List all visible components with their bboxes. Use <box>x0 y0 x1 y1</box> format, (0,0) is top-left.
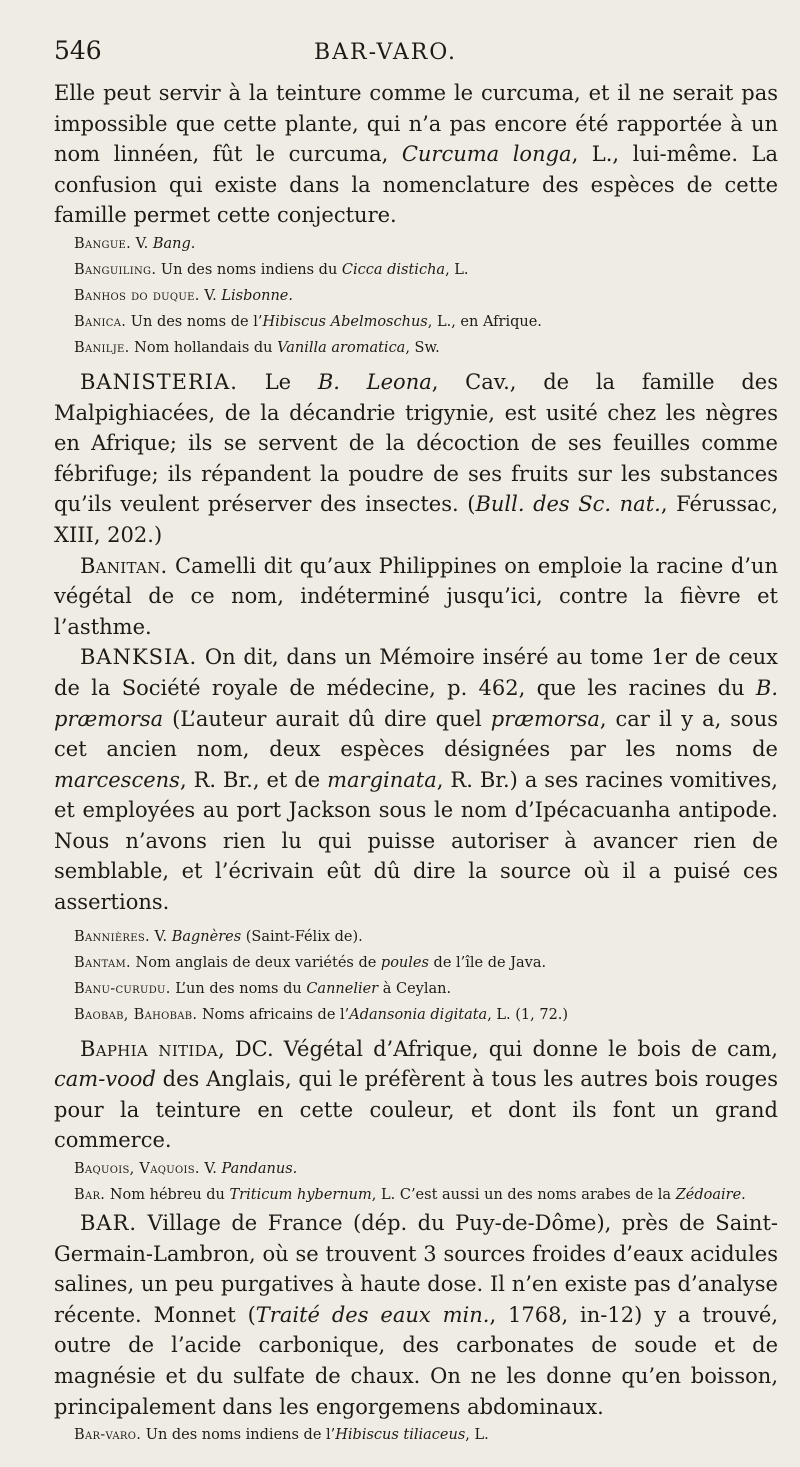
entry-text: , R. Br.) a ses racines vomitives, et employées au port Jackson sous le nom d’Ipécacuanha antipode. Nous n’avons rien lu qui puisse autoriser à avancer rien de semblable, et l’écrivain eût dû dire la source où il a puisé ces assertions. <box>54 767 778 915</box>
dictionary-minor-entry <box>54 283 778 309</box>
italic-term: marginata <box>327 767 437 792</box>
italic-term: Traité des eaux min. <box>255 1302 490 1327</box>
entry-headword: BANKSIA. <box>80 645 198 670</box>
entry-text: , Férussac, XIII, 202.) <box>54 492 778 547</box>
dictionary-minor-entry <box>54 1156 778 1182</box>
entry-headword: Bangue. <box>74 235 132 252</box>
entry-text: Le <box>237 369 318 394</box>
italic-term: marcescens <box>54 767 180 792</box>
italic-term: B. præmorsa <box>54 675 778 731</box>
entry-text: Nom hollandais du <box>129 339 278 356</box>
italic-term: poules <box>380 954 429 971</box>
italic-term: Zédoaire. <box>675 1187 746 1204</box>
entry-headword: Bannières. <box>74 928 150 945</box>
entry-text: , 1768, in-12) y a trouvé, outre de l’acide carbonique, des carbonates de soude et de magnésie et du sulfate de chaux. On ne les donne qu’en boisson, principalement dans les engorgemens abdominaux. <box>54 1302 779 1419</box>
dictionary-minor-entry <box>54 257 778 283</box>
entry-text: Village de France (dép. du Puy-de-Dôme), près de Saint-Germain-Lambron, où se trouvent 3 sources froides d’eaux acidules salines, un peu purgatives à haute dose. Il n’en existe pas d’analyse récente. Monnet ( <box>54 1211 778 1327</box>
italic-term: Curcuma longa <box>401 142 572 167</box>
entry-text: Un des noms de l’ <box>126 313 263 330</box>
dictionary-entry <box>54 551 778 643</box>
entry-text: , Sw. <box>405 339 440 356</box>
entry-text: des Anglais, qui le préfèrent à tous les autres bois rouges pour la teinture en cette couleur, et dont ils font un grand commerce. <box>54 1067 778 1153</box>
page-number: 546 <box>54 36 102 65</box>
dictionary-entry <box>54 78 778 231</box>
entry-headword: BANISTERIA. <box>80 369 238 394</box>
entry-text: Elle peut servir à la teinture comme le curcuma, et il ne serait pas impossible que cette plante, qui n’a pas encore été rapportée à un nom linnéen, fût le curcuma, <box>54 81 778 167</box>
italic-term: Bang. <box>152 235 196 252</box>
entry-headword: Bar. <box>74 1187 106 1204</box>
entry-text: , L., en Afrique. <box>427 313 542 330</box>
entry-headword: Banu-curudu. <box>74 980 171 997</box>
italic-term: Pandanus. <box>221 1161 298 1178</box>
entry-text: , R. Br., et de <box>179 767 328 792</box>
entry-text: Nom hébreu du <box>105 1187 230 1204</box>
entry-headword: Bar-varo. <box>74 1427 142 1444</box>
dictionary-minor-entry <box>54 1002 778 1028</box>
italic-term: Bagnères <box>171 928 242 945</box>
entry-text: (L’auteur aurait dû dire quel <box>163 706 491 731</box>
dictionary-minor-entry <box>54 924 778 950</box>
dictionary-entry <box>54 1034 778 1156</box>
italic-term: Bull. des Sc. nat. <box>475 492 661 517</box>
dictionary-minor-entry <box>54 1182 778 1208</box>
dictionary-minor-entry <box>54 976 778 1002</box>
entry-text: , DC. Végétal d’Afrique, qui donne le bois de cam, <box>218 1036 778 1061</box>
dictionary-entry <box>54 367 778 551</box>
italic-term: Lisbonne. <box>221 287 293 304</box>
entry-text: , L. C’est aussi un des noms arabes de la <box>371 1187 676 1204</box>
entry-text: Camelli dit qu’aux Philippines on emploie la racine d’un végétal de ce nom, indéterminé jusqu’ici, contre la fièvre et l’asthme. <box>54 553 778 639</box>
italic-term: Triticum hybernum <box>229 1187 372 1204</box>
entry-text: , L. <box>445 261 469 278</box>
italic-term: Hibiscus tiliaceus <box>335 1427 466 1444</box>
italic-term: Cicca disticha <box>341 261 446 278</box>
entry-headword: Banitan. <box>80 553 168 578</box>
entry-text: V. <box>199 1161 222 1178</box>
entry-headword: Baquois, Vaquois. <box>74 1161 200 1178</box>
entry-headword: Banilje. <box>74 339 130 356</box>
entry-text: , L., lui-même. La confusion qui existe dans la nomenclature des espèces de cette famille permet cette conjecture. <box>54 142 778 228</box>
dictionary-minor-entry <box>54 950 778 976</box>
entry-text: Noms africains de l’ <box>197 1006 350 1023</box>
entry-text: V. <box>131 235 153 252</box>
dictionary-minor-entry <box>54 231 778 257</box>
entry-headword: Banica. <box>74 313 127 330</box>
page-header <box>54 36 778 78</box>
dictionary-minor-entry <box>54 1422 778 1448</box>
dictionary-minor-entry <box>54 309 778 335</box>
entry-text: V. <box>199 287 222 304</box>
entry-text: Un des noms indiens du <box>156 261 342 278</box>
dictionary-entry <box>54 1208 778 1422</box>
entry-text: (Saint-Félix de). <box>241 928 363 945</box>
entry-text: Un des noms indiens de l’ <box>141 1427 336 1444</box>
entry-text: , Cav., de la famille des Malpighiacées, de la décandrie trigynie, est usité chez les nègres en Afrique; ils se servent de la décoction de ses feuilles comme fébrifuge; ils répandent la poudre de ses fruits sur les substances qu’ils veulent préserver des insectes. ( <box>54 369 779 517</box>
italic-term: B. Leona <box>317 369 432 394</box>
italic-term: cam-vood <box>54 1067 156 1092</box>
entry-text: , car il y a, sous cet ancien nom, deux espèces désignées par les noms de <box>54 706 778 762</box>
entry-text: L’un des noms du <box>170 980 307 997</box>
entry-headword: Banhos do duque. <box>74 287 200 304</box>
entry-text: V. <box>149 928 172 945</box>
italic-term: Hibiscus Abelmoschus <box>262 313 428 330</box>
italic-term: Adansonia digitata <box>349 1006 488 1023</box>
entry-text: à Ceylan. <box>378 980 452 997</box>
entry-text: On dit, dans un Mémoire inséré au tome 1er de ceux de la Société royale de médecine, p. 462, que les racines du <box>54 645 778 700</box>
entry-headword: Baphia nitida <box>80 1036 219 1061</box>
dictionary-entry <box>54 642 778 917</box>
entry-headword: Bantam. <box>74 954 131 971</box>
italic-term: Vanilla aromatica <box>277 339 406 356</box>
entry-text: , L. <box>465 1427 489 1444</box>
italic-term: Cannelier <box>306 980 379 997</box>
entry-text: de l’île de Java. <box>428 954 547 971</box>
italic-term: præmorsa <box>490 706 600 731</box>
dictionary-body <box>54 78 778 1448</box>
entry-headword: BAR. <box>80 1211 138 1236</box>
entry-text: Nom anglais de deux variétés de <box>130 954 381 971</box>
entry-headword: Banguiling. <box>74 261 157 278</box>
entry-text: , L. (1, 72.) <box>487 1006 569 1023</box>
dictionary-minor-entry <box>54 335 778 361</box>
entry-headword: Baobab, Bahobab. <box>74 1006 198 1023</box>
running-title: BAR-VARO. <box>314 40 458 65</box>
